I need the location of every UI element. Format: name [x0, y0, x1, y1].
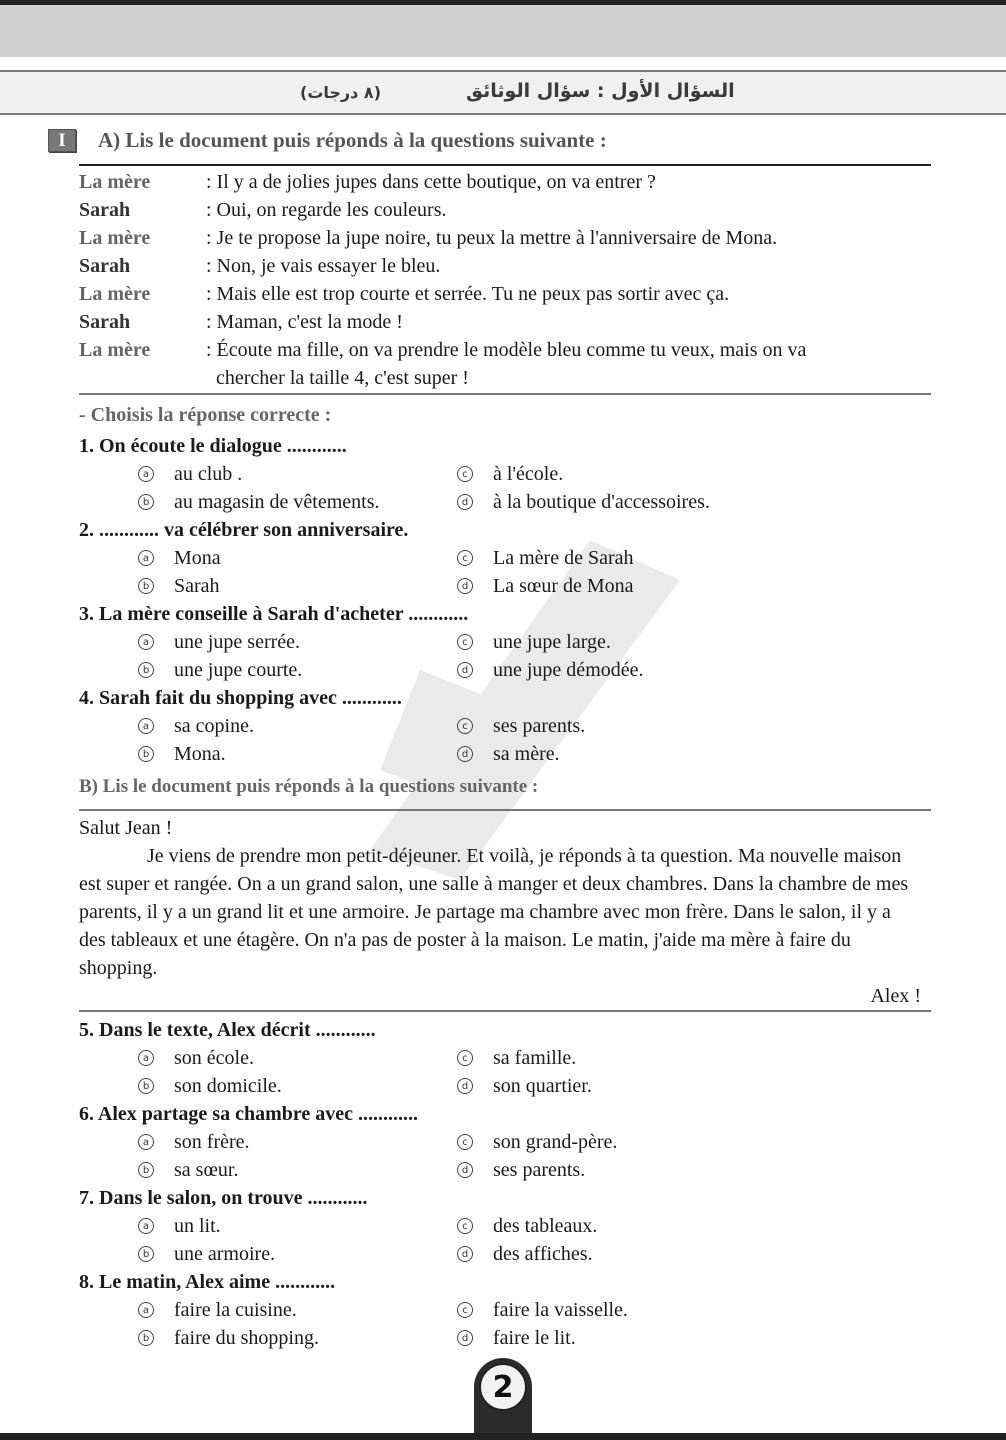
- speaker: La mère: [79, 283, 151, 305]
- option-b-icon: b: [138, 1246, 154, 1262]
- option-a[interactable]: [138, 631, 457, 654]
- speaker: La mère: [79, 339, 151, 361]
- dialogue-line: [79, 336, 919, 392]
- part-a-heading: [48, 128, 607, 153]
- option-c-icon: c: [457, 466, 473, 482]
- option-a-icon: a: [138, 718, 154, 734]
- line-part: : Écoute ma fille, on va prendre le modèle bleu comme tu veux, mais on va: [206, 339, 807, 361]
- section-number-badge: I: [48, 129, 76, 152]
- option-a-icon: a: [138, 634, 154, 650]
- option-a[interactable]: [138, 463, 457, 486]
- option-a[interactable]: [138, 1047, 457, 1070]
- question-title-bar: [0, 70, 1006, 115]
- option-c[interactable]: [457, 547, 817, 570]
- question-title: 3. La mère conseille à Sarah d'acheter ............: [79, 603, 469, 625]
- option-text: ses parents.: [493, 714, 586, 737]
- option-text: son domicile.: [174, 1074, 282, 1097]
- option-text: une jupe courte.: [174, 658, 303, 681]
- option-d[interactable]: [457, 1159, 817, 1182]
- option-text: à l'école.: [493, 462, 564, 485]
- instruction: - Choisis la réponse correcte :: [79, 404, 332, 426]
- question-title: 4. Sarah fait du shopping avec ............: [79, 687, 402, 709]
- option-d[interactable]: [457, 491, 817, 514]
- question-2: [79, 516, 939, 600]
- option-b-icon: b: [138, 746, 154, 762]
- bottom-border: [0, 1433, 1006, 1440]
- dialogue-line: [79, 308, 919, 336]
- letter-signature: Alex !: [870, 985, 921, 1007]
- dialogue-line: [79, 280, 919, 308]
- option-c[interactable]: [457, 1299, 817, 1322]
- option-c-icon: c: [457, 1302, 473, 1318]
- option-b-icon: b: [138, 494, 154, 510]
- page-number: 2: [479, 1363, 527, 1411]
- divider: [79, 164, 931, 166]
- option-c-icon: c: [457, 634, 473, 650]
- line: : Il y a de jolies jupes dans cette boutique, on va entrer ?: [206, 171, 656, 193]
- option-text: Mona: [174, 546, 221, 569]
- option-a[interactable]: [138, 1215, 457, 1238]
- option-text: un lit.: [174, 1214, 221, 1237]
- speaker: La mère: [79, 171, 151, 193]
- option-b[interactable]: [138, 743, 457, 766]
- option-b[interactable]: [138, 491, 457, 514]
- option-c-icon: c: [457, 1050, 473, 1066]
- option-c[interactable]: [457, 715, 817, 738]
- option-b[interactable]: [138, 659, 457, 682]
- option-a-icon: a: [138, 550, 154, 566]
- option-b-icon: b: [138, 662, 154, 678]
- line: : Non, je vais essayer le bleu.: [206, 255, 441, 277]
- dialogue-line: [79, 168, 919, 196]
- part-b-title: B) Lis le document puis réponds à la questions suivante :: [79, 776, 539, 797]
- option-a-icon: a: [138, 1302, 154, 1318]
- option-b[interactable]: [138, 1075, 457, 1098]
- option-c-icon: c: [457, 718, 473, 734]
- option-d-icon: d: [457, 578, 473, 594]
- option-text: La sœur de Mona: [493, 574, 634, 597]
- option-text: Sarah: [174, 574, 220, 597]
- option-a-icon: a: [138, 1134, 154, 1150]
- option-text: une jupe serrée.: [174, 630, 301, 653]
- option-c-icon: c: [457, 1218, 473, 1234]
- option-b[interactable]: [138, 575, 457, 598]
- line: : Oui, on regarde les couleurs.: [206, 199, 447, 221]
- option-b-icon: b: [138, 1078, 154, 1094]
- option-text: faire la vaisselle.: [493, 1298, 628, 1321]
- option-text: sa famille.: [493, 1046, 577, 1069]
- line: : Je te propose la jupe noire, tu peux la mettre à l'anniversaire de Mona.: [206, 227, 778, 249]
- option-text: son école.: [174, 1046, 254, 1069]
- option-d-icon: d: [457, 1162, 473, 1178]
- header-band: [0, 5, 1006, 57]
- option-text: ses parents.: [493, 1158, 586, 1181]
- option-c[interactable]: [457, 1215, 817, 1238]
- option-d-icon: d: [457, 1330, 473, 1346]
- option-text: La mère de Sarah: [493, 546, 634, 569]
- option-text: faire la cuisine.: [174, 1298, 297, 1321]
- question-title: السؤال الأول : سؤال الوثائق: [466, 80, 735, 102]
- option-text: une armoire.: [174, 1242, 276, 1265]
- option-c[interactable]: [457, 1131, 817, 1154]
- question-title: 2. ............ va célébrer son anniversaire.: [79, 519, 409, 541]
- option-b[interactable]: [138, 1327, 457, 1350]
- question-title: 7. Dans le salon, on trouve ............: [79, 1187, 368, 1209]
- question-6: [79, 1100, 939, 1184]
- option-b-icon: b: [138, 1162, 154, 1178]
- line: : Mais elle est trop courte et serrée. Tu ne peux pas sortir avec ça.: [206, 283, 730, 305]
- line: [206, 336, 919, 392]
- question-5: [79, 1016, 939, 1100]
- letter-body: Je viens de prendre mon petit-déjeuner. Et voilà, je réponds à ta question. Ma nouvelle maison est super et rangée. On a un grand salon, une salle à manger et deux chambres. Dans la chambre de mes parents, il y a un grand lit et une armoire. Je partage ma chambre avec mon frère. Dans le salon, il y a des tableaux et une étagère. On n'a pas de poster à la maison. Le matin, j'aide ma mère à faire du shopping.: [79, 845, 909, 979]
- option-c-icon: c: [457, 1134, 473, 1150]
- question-3: [79, 600, 939, 684]
- question-title: 6. Alex partage sa chambre avec ............: [79, 1103, 419, 1125]
- speaker: Sarah: [79, 255, 131, 277]
- option-a-icon: a: [138, 1050, 154, 1066]
- option-d[interactable]: [457, 1075, 817, 1098]
- option-d-icon: d: [457, 494, 473, 510]
- letter: [79, 814, 921, 1010]
- option-d-icon: d: [457, 1246, 473, 1262]
- divider: [79, 809, 931, 811]
- option-d[interactable]: [457, 575, 817, 598]
- dialogue: [79, 168, 919, 392]
- option-d[interactable]: [457, 659, 817, 682]
- divider: [79, 1010, 931, 1012]
- question-title: 1. On écoute le dialogue ............: [79, 435, 347, 457]
- divider: [79, 393, 931, 395]
- option-b-icon: b: [138, 1330, 154, 1346]
- option-text: au club .: [174, 462, 243, 485]
- dialogue-line: [79, 196, 919, 224]
- option-text: Mona.: [174, 742, 226, 765]
- option-text: une jupe large.: [493, 630, 611, 653]
- option-a[interactable]: [138, 1299, 457, 1322]
- option-text: au magasin de vêtements.: [174, 490, 380, 513]
- option-b[interactable]: [138, 1159, 457, 1182]
- option-text: sa mère.: [493, 742, 560, 765]
- option-c[interactable]: [457, 463, 817, 486]
- question-marks: (٨ درجات): [300, 83, 381, 102]
- option-text: faire le lit.: [493, 1326, 576, 1349]
- option-a-icon: a: [138, 466, 154, 482]
- option-text: faire du shopping.: [174, 1326, 319, 1349]
- option-text: à la boutique d'accessoires.: [493, 490, 710, 513]
- line: : Maman, c'est la mode !: [206, 311, 403, 333]
- option-text: son grand-père.: [493, 1130, 618, 1153]
- question-title: 8. Le matin, Alex aime ............: [79, 1271, 336, 1293]
- option-text: des affiches.: [493, 1242, 593, 1265]
- speaker: Sarah: [79, 311, 131, 333]
- option-text: son quartier.: [493, 1074, 592, 1097]
- letter-greeting: Salut Jean !: [79, 817, 173, 839]
- option-d[interactable]: [457, 743, 817, 766]
- question-8: [79, 1268, 939, 1352]
- option-a-icon: a: [138, 1218, 154, 1234]
- question-7: [79, 1184, 939, 1268]
- speaker: La mère: [79, 227, 151, 249]
- option-c[interactable]: [457, 1047, 817, 1070]
- option-a[interactable]: [138, 547, 457, 570]
- option-d[interactable]: [457, 1327, 817, 1350]
- question-4: [79, 684, 939, 768]
- option-text: une jupe démodée.: [493, 658, 644, 681]
- option-c-icon: c: [457, 550, 473, 566]
- dialogue-line: [79, 252, 919, 280]
- part-a-title: A) Lis le document puis réponds à la questions suivante :: [98, 128, 607, 152]
- option-c[interactable]: [457, 631, 817, 654]
- option-text: des tableaux.: [493, 1214, 598, 1237]
- option-b[interactable]: [138, 1243, 457, 1266]
- option-d-icon: d: [457, 662, 473, 678]
- dialogue-line: [79, 224, 919, 252]
- option-text: son frère.: [174, 1130, 250, 1153]
- option-text: sa sœur.: [174, 1158, 239, 1181]
- option-a[interactable]: [138, 715, 457, 738]
- option-d[interactable]: [457, 1243, 817, 1266]
- question-title: 5. Dans le texte, Alex décrit ............: [79, 1019, 376, 1041]
- option-text: sa copine.: [174, 714, 254, 737]
- speaker: Sarah: [79, 199, 131, 221]
- option-a[interactable]: [138, 1131, 457, 1154]
- option-b-icon: b: [138, 578, 154, 594]
- line-continuation: chercher la taille 4, c'est super !: [216, 367, 469, 389]
- question-1: [79, 432, 939, 516]
- option-d-icon: d: [457, 1078, 473, 1094]
- option-d-icon: d: [457, 746, 473, 762]
